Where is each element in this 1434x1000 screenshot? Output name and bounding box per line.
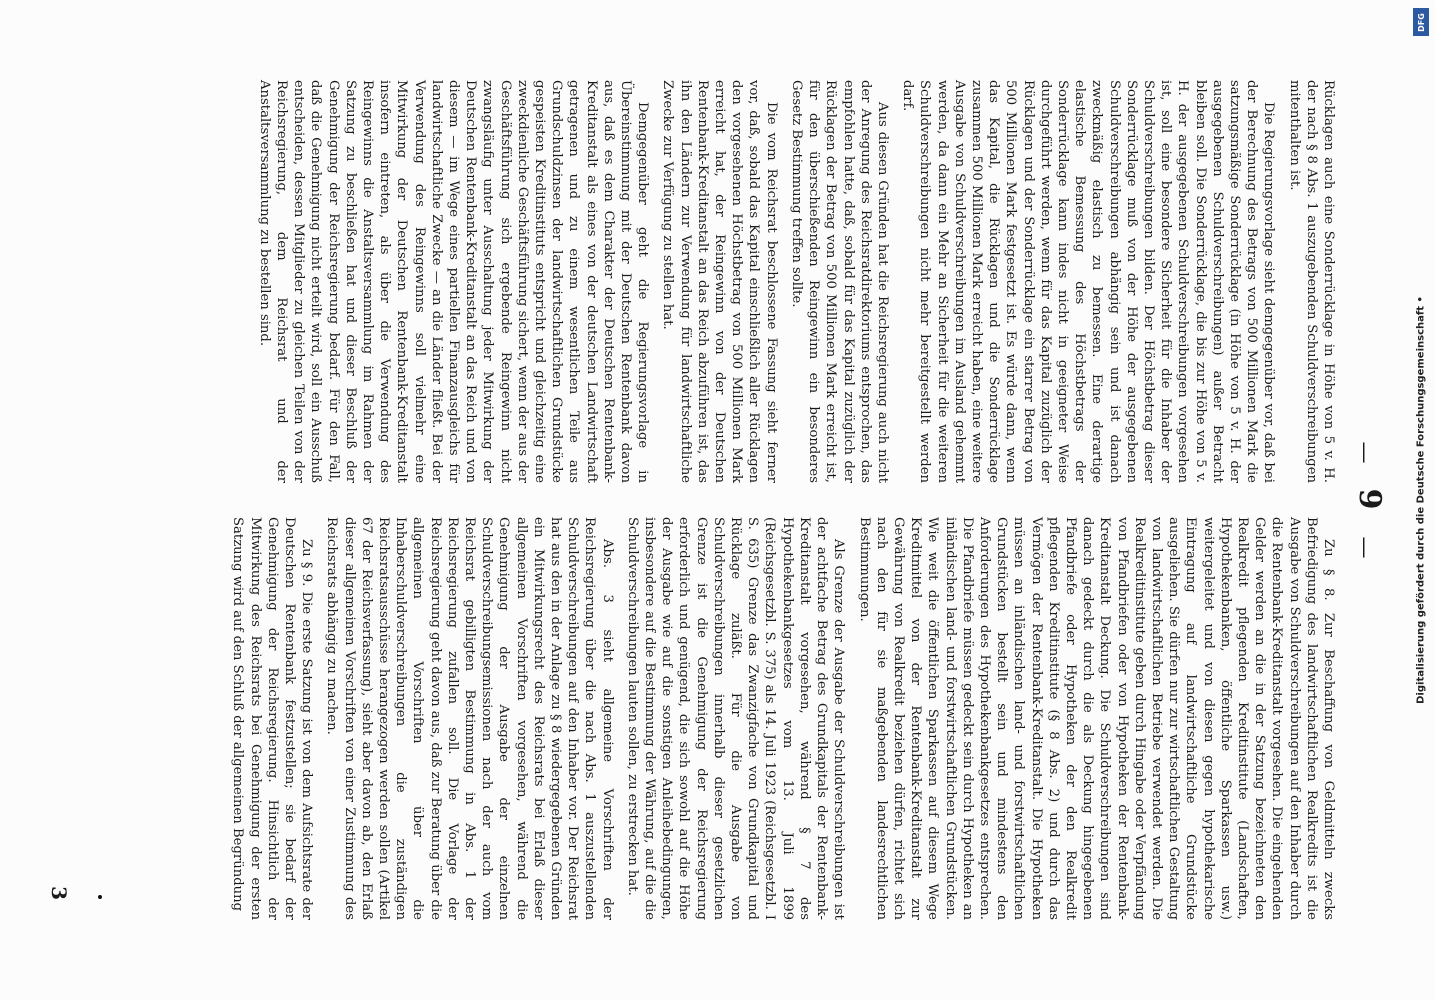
- rotated-page: [37, 40, 1397, 960]
- paragraph: Rücklagen auch eine Sonderrücklage in Höhe von 5 v. H. der nach § 8 Abs. 1 auszugebenden Schuldverschreibungen mitenthalten ist.: [1286, 80, 1336, 483]
- dfg-logo-text: DFG: [1416, 12, 1426, 32]
- paragraph: Aus diesen Gründen hat die Reichsregierung auch nicht der Anregung des Reichsratdirektoriums entsprochen, das empfohlen hatte, daß, sobald für das Kapital zuzüglich der Rücklagen der Betrag von 500 Millionen Mark erreicht ist, für den überschießenden Reingewinn ein besonderes Gesetz Bestimmung treffen sollte.: [788, 80, 890, 483]
- paragraph: Als Grenze der Ausgabe der Schuldverschreibungen ist der achtfache Betrag des Grundkapitals der Rentenbank-Kreditanstalt vorgesehen, während § 7 des Hypothekenbankgesetzes vom 13. Juli 1899 (Reichsgesetzbl. S. 375) als 14. Juli 1923 (Reichsgesetzbl. I S. 635) Grenze das Zwanzigfache von Grundkapital und Rücklage zuläßt. Für die Ausgabe von Schuldverschreibungen innerhalb dieser gesetzlichen Grenze ist die Genehmigung der Reichsregierung erforderlich und genügend, die sich sowohl auf die Höhe der Ausgabe wie auf die sonstigen Anleihebedingungen, insbesondere auf die Bestimmung der Währung, auf die die Schuldverschreibungen lauten sollen, zu erstrecken hat.: [624, 517, 847, 920]
- page-number: 9: [1352, 488, 1387, 512]
- paragraph: Die vom Reichsrat beschlossene Fassung sieht ferner vor, daß, sobald das Kapital einschließlich aller Rücklagen den vorgesehenen Höchstbetrag von 500 Millionen Mark erreicht hat, der Reingewinn von der Deutschen Rentenbank-Kreditanstalt an das Reich abzuführen ist, das ihn den Ländern zur Verwendung für landwirtschaftliche Zwecke zur Verfügung zu stellen hat.: [660, 80, 779, 483]
- left-column: [97, 80, 1337, 483]
- page-content: [37, 40, 1397, 960]
- paragraph: Zu § 9. Die erste Satzung ist von dem Aufsichtsrate der Deutschen Rentenbank festzustellen; sie bedarf der Genehmigung der Reichsregierung. Hinsichtlich der Mitwirkung des Reichsrats bei Genehmigung der ersten Satzung wird auf den Schluß der allgemeinen Begründung: [230, 517, 315, 920]
- footer-signature-number: 3: [47, 886, 71, 900]
- paragraph: Die Regierungsvorlage sieht demgegenüber vor, daß bei der Berechnung des Betrags von 500 Millionen Mark die satzungsmäßige Sonderrücklage (in Höhe von 5 v. H. der ausgegebenen Schuldverschreibungen) außer Betracht bleiben soll. Die Sonderrücklage, die bis zur Höhe von 5 v. H. der ausgegebenen Schuldverschreibungen vorgesehen ist, soll eine besondere Sicherheit für die Inhaber der Schuldverschreibungen bilden. Der Höchstbetrag dieser Sonderrücklage muß von der Höhe der ausgegebenen Schuldverschreibungen abhängig sein und ist danach zweckmäßig elastisch zu bemessen. Eine derartige elastische Bemessung des Höchstbetrags der Sonderrücklage kann indes nicht in geeigneter Weise durchgeführt werden, wenn für das Kapital zuzüglich der Rücklagen und der Sonderrücklage ein starrer Betrag von 500 Millionen Mark festgesetzt ist. Es würde dann, wenn das Kapital, die Rücklagen und die Sonderrücklage zusammen 500 Millionen Mark erreicht haben, eine weitere Ausgabe von Schuldverschreibungen im Ausland gehemmt werden, da dann ein Mehr an Sicherheit für die weiteren Schuldverschreibungen nicht mehr bereitgestellt werden darf.: [900, 80, 1277, 483]
- text-columns: [97, 80, 1337, 920]
- dfg-logo-icon: [1413, 8, 1429, 36]
- header-dash-left: —: [1352, 441, 1377, 464]
- digitization-watermark: [1412, 10, 1430, 990]
- paragraph: Demgegenüber geht die Regierungsvorlage in Übereinstimmung mit der Deutschen Rentenbank davon aus, daß es dem Charakter der Deutschen Rentenbank-Kreditanstalt als eines von der deutschen Landwirtschaft getragenen und zu einem wesentlichen Teile aus Grundschuldzinsen der landwirtschaftlichen Grundstücke gespeisten Kreditinstituts entspricht und gleichzeitig eine zweckdienliche Geschäftsführung sichert, wenn der aus der Geschäftsführung sich ergebende Reingewinn nicht zwangsläufig unter Ausschaltung jeder Mitwirkung der Deutschen Rentenbank-Kreditanstalt an das Reich und von diesem — im Wege eines partiellen Finanzausgleichs für landwirtschaftliche Zwecke — an die Länder fließt. Bei der Verwendung des Reingewinns soll vielmehr eine Mitwirkung der Deutschen Rentenbank-Kreditanstalt insofern eintreten, als über die Verwendung des Reingewinns die Anstaltsversammlung im Rahmen der Satzung zu beschließen hat und dieser Beschluß der Genehmigung der Reichsregierung bedarf. Für den Fall, daß die Genehmigung nicht erteilt wird, soll ein Ausschuß entscheiden, dessen Mitglieder zu gleichen Teilen von der Reichsregierung, dem Reichsrat und der Anstaltsversammlung zu bestellen sind.: [256, 80, 651, 483]
- watermark-text: Digitalisierung gefördert durch die Deutsche Forschungsgemeinschaft •: [1415, 296, 1427, 704]
- paragraph: Zu § 8. Zur Beschaffung von Geldmitteln zwecks Befriedigung des landwirtschaftlichen Realkredits ist die Ausgabe von Schuldverschreibungen auf den Inhaber durch die Rentenbank-Kreditanstalt vorgesehen. Die eingehenden Gelder werden an die in der Satzung bezeichneten den Realkredit pflegenden Kreditinstitute (Landschaften, Hypothekenbanken, öffentliche Sparkassen usw.) weitergeleitet und von diesen gegen hypothekarische Eintragung auf landwirtschaftliche Grundstücke ausgeliehen. Sie dürfen nur zur wirtschaftlichen Gestaltung von landwirtschaftlichen Betriebe verwendet werden. Die Realkreditinstitute geben durch Hingabe oder Verpfändung von Pfandbriefen oder von Hypotheken der Rentenbank-Kreditanstalt Deckung. Die Schuldverschreibungen sind danach gedeckt durch die als Deckung hingegebenen Pfandbriefe oder Hypotheken der den Realkredit pflegenden Kreditinstitute (§ 8 Abs. 2) und durch das Vermögen der Rentenbank-Kreditanstalt. Die Hypotheken müssen an inländischen land- und forstwirtschaftlichen Grundstücken bestellt sein und mindestens den Anforderungen des Hypothekenbankgesetzes entsprechen. Die Pfandbriefe müssen gedeckt sein durch Hypotheken an inländischen land- und forstwirtschaftlichen Grundstücken. Wie weit die öffentlichen Sparkassen auf diesem Wege Kreditmittel von der Rentenbank-Kreditanstalt zur Gewährung von Realkredit beziehen dürfen, richtet sich nach den für sie maßgebenden landesrechtlichen Bestimmungen.: [856, 517, 1336, 920]
- right-column: [97, 517, 1337, 920]
- paragraph: Abs. 3 sieht allgemeine Vorschriften der Reichsregierung über die nach Abs. 1 auszustellenden Schuldverschreibungen auf den Inhaber vor. Der Reichsrat hat aus den in der Anlage zu § 8 wiedergegebenen Gründen ein Mitwirkungsrecht des Reichsrats bei Erlaß dieser allgemeinen Vorschriften vorgesehen, während die Genehmigung der Ausgabe der einzelnen Schuldverschreibungsemissionen nach der auch vom Reichsrat gebilligten Bestimmung in Abs. 1 der Reichsregierung zufallen soll. Die Vorlage der Reichsregierung geht davon aus, daß zur Beratung über die allgemeinen Vorschriften über die Inhaberschuldverschreibungen die zuständigen Reichsratsausschüsse herangezogen werden sollen (Artikel 67 der Reichsverfassung), sieht aber davon ab, den Erlaß dieser allgemeinen Vorschriften von einer Zustimmung des Reichsrats abhängig zu machen.: [324, 517, 615, 920]
- header-dash-right: —: [1352, 536, 1377, 559]
- page-header: [1347, 40, 1387, 960]
